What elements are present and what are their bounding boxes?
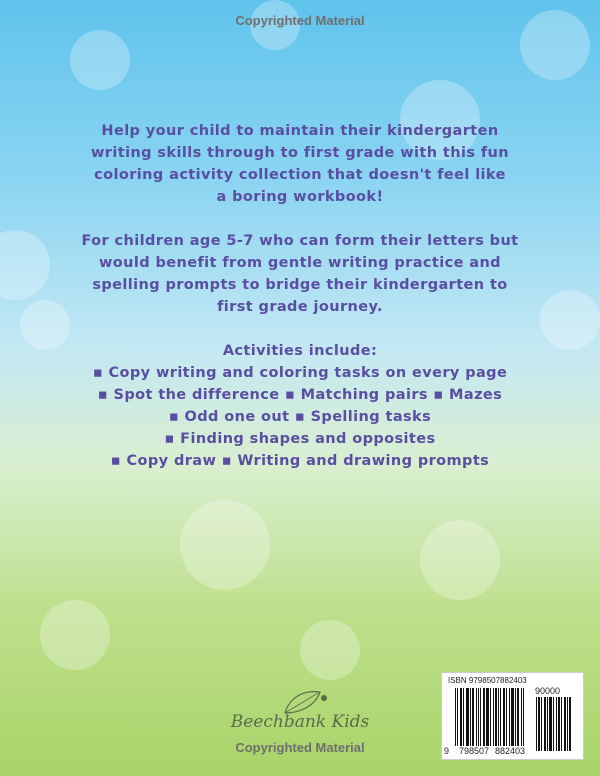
text-line: For children age 5-7 who can form their letters but — [81, 233, 519, 249]
activity-item: ▪ Finding shapes and opposites — [164, 431, 436, 447]
text-line: first grade journey. — [217, 299, 383, 315]
addon-barcode-bars — [536, 697, 571, 751]
barcode-digits: 882403 — [495, 746, 526, 756]
activity-item: ▪ Odd one out ▪ Spelling tasks — [168, 409, 432, 425]
text-line: Help your child to maintain their kindergarten — [101, 123, 499, 139]
text-line: spelling prompts to bridge their kindergarten to — [92, 277, 508, 293]
text-line: coloring activity collection that doesn't feel like — [94, 167, 506, 183]
isbn-label: ISBN 9798507882403 — [448, 676, 527, 685]
text-line: would benefit from gentle writing practice and — [99, 255, 501, 271]
publisher-name: Beechbank Kids — [230, 712, 370, 732]
barcode-digit: 9 — [444, 746, 450, 756]
barcode-digits: 798507 — [459, 746, 490, 756]
copyright-watermark-bottom: Copyrighted Material — [235, 740, 365, 755]
barcode-bars — [455, 688, 524, 746]
barcode-bar — [523, 688, 524, 746]
bokeh — [180, 500, 270, 590]
isbn-barcode — [441, 672, 584, 760]
bokeh — [40, 600, 110, 670]
activities-list — [0, 340, 600, 472]
activity-item: ▪ Copy writing and coloring tasks on every page — [92, 365, 508, 381]
text-line: writing skills through to first grade with this fun — [91, 145, 509, 161]
bokeh — [420, 520, 500, 600]
activities-heading: Activities include: — [222, 343, 378, 359]
text-line: a boring workbook! — [216, 189, 384, 205]
activity-item: ▪ Copy draw ▪ Writing and drawing prompts — [110, 453, 490, 469]
publisher-logo — [230, 690, 370, 732]
audience-paragraph — [0, 230, 600, 318]
copyright-watermark-top: Copyrighted Material — [235, 13, 365, 28]
price-code: 90000 — [535, 686, 561, 696]
bokeh — [70, 30, 130, 90]
barcode-bar — [569, 697, 571, 751]
intro-paragraph — [0, 120, 600, 208]
bokeh — [300, 620, 360, 680]
activity-item: ▪ Spot the difference ▪ Matching pairs ▪ Mazes — [97, 387, 503, 403]
